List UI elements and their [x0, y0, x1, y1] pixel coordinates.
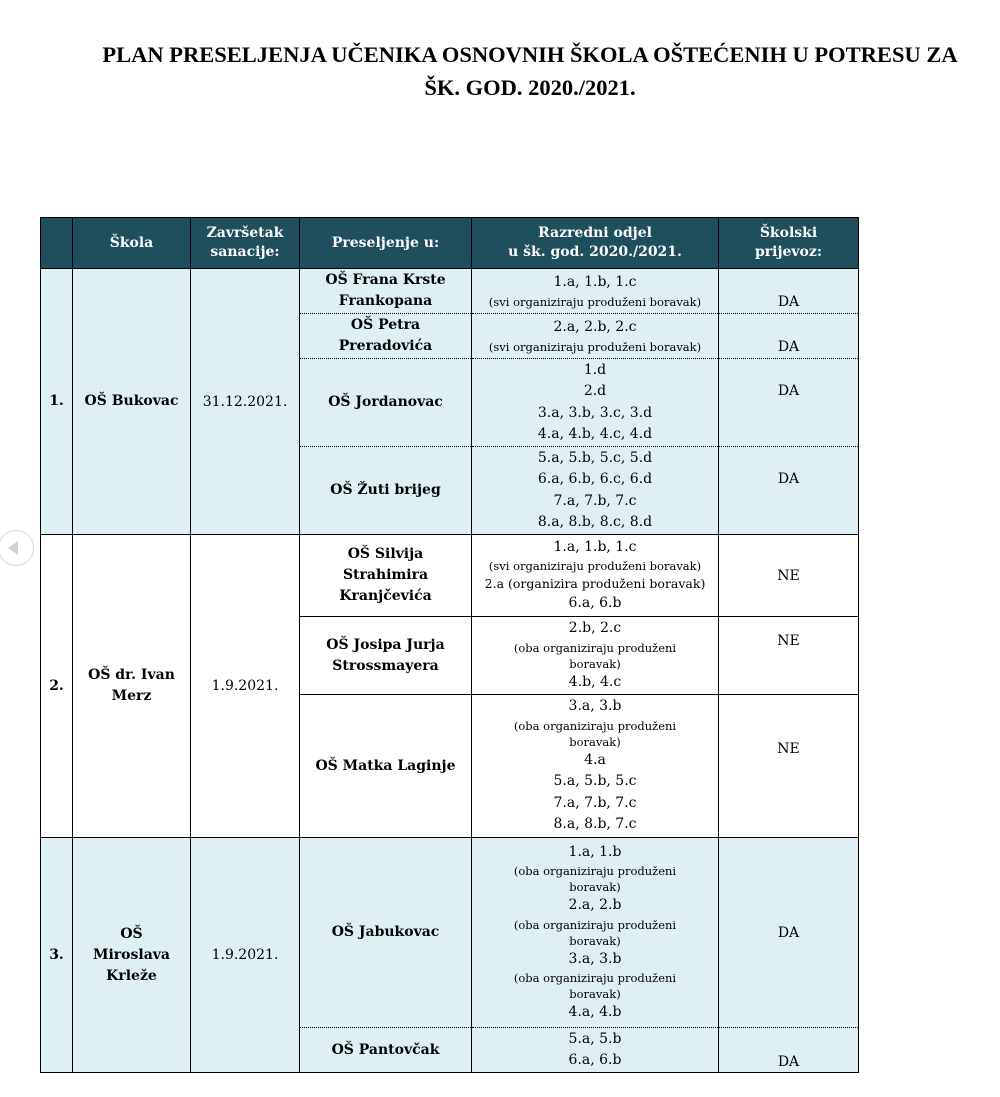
group-end-date: 1.9.2021. [191, 838, 300, 1073]
relocation-table [40, 217, 859, 1073]
target-school: OŠ Jordanovac [300, 359, 472, 447]
class-list: 5.a, 5.b, 5.c, 5.d 6.a, 6.b, 6.c, 6.d 7.a, 7.b, 7.c 8.a, 8.b, 8.c, 8.d [472, 447, 719, 535]
transport-value: NE [719, 695, 859, 838]
class-list: 2.b, 2.c (oba organiziraju produženi boravak) 4.b, 4.c [472, 617, 719, 695]
target-school: OŠ Silvija Strahimira Kranjčevića [300, 535, 472, 617]
class-list: 1.d 2.d 3.a, 3.b, 3.c, 3.d 4.a, 4.b, 4.c, 4.d [472, 359, 719, 447]
transport-value: DA [719, 447, 859, 535]
header-transport: Školski prijevoz: [719, 218, 859, 269]
group-end-date: 31.12.2021. [191, 269, 300, 535]
table-row [41, 838, 859, 1028]
class-list: 2.a, 2.b, 2.c (svi organiziraju produženi boravak) [472, 314, 719, 359]
document-title [90, 38, 970, 104]
title-line-1: PLAN PRESELJENJA UČENIKA OSNOVNIH ŠKOLA OŠTEĆENIH U POTRESU ZA [102, 42, 958, 67]
target-school: OŠ Žuti brijeg [300, 447, 472, 535]
previous-page-button[interactable] [0, 530, 34, 566]
class-list: 3.a, 3.b (oba organiziraju produženi boravak) 4.a 5.a, 5.b, 5.c 7.a, 7.b, 7.c 8.a, 8.b, 7.c [472, 695, 719, 838]
header-number [41, 218, 73, 269]
class-list: 1.a, 1.b (oba organiziraju produženi boravak) 2.a, 2.b (oba organiziraju produženi boravak) 3.a, 3.b (oba organiziraju produženi boravak) 4.a, 4.b [472, 838, 719, 1028]
target-school: OŠ Matka Laginje [300, 695, 472, 838]
header-end-date: Završetak sanacije: [191, 218, 300, 269]
table-row [41, 269, 859, 314]
title-line-2: ŠK. GOD. 2020./2021. [424, 75, 636, 100]
group-end-date: 1.9.2021. [191, 535, 300, 838]
target-school: OŠ Frana Krste Frankopana [300, 269, 472, 314]
group-school: OŠ Miroslava Krleže [73, 838, 191, 1073]
table-row [41, 535, 859, 617]
class-list: 1.a, 1.b, 1.c (svi organiziraju produženi boravak) [472, 269, 719, 314]
target-school: OŠ Petra Preradovića [300, 314, 472, 359]
group-number: 3. [41, 838, 73, 1073]
target-school: OŠ Josipa Jurja Strossmayera [300, 617, 472, 695]
header-relocation: Preseljenje u: [300, 218, 472, 269]
header-school: Škola [73, 218, 191, 269]
transport-value: DA [719, 838, 859, 1028]
class-list: 5.a, 5.b 6.a, 6.b [472, 1028, 719, 1073]
target-school: OŠ Pantovčak [300, 1028, 472, 1073]
transport-value: DA [719, 359, 859, 447]
transport-value: DA [719, 1028, 859, 1073]
header-classes: Razredni odjel u šk. god. 2020./2021. [472, 218, 719, 269]
transport-value: DA [719, 269, 859, 314]
group-school: OŠ dr. Ivan Merz [73, 535, 191, 838]
group-number: 1. [41, 269, 73, 535]
class-list: 1.a, 1.b, 1.c (svi organiziraju produženi boravak) 2.a (organizira produženi boravak) 6.a, 6.b [472, 535, 719, 617]
group-school: OŠ Bukovac [73, 269, 191, 535]
transport-value: DA [719, 314, 859, 359]
transport-value: NE [719, 535, 859, 617]
transport-value: NE [719, 617, 859, 695]
table-header-row [41, 218, 859, 269]
target-school: OŠ Jabukovac [300, 838, 472, 1028]
group-number: 2. [41, 535, 73, 838]
chevron-left-icon [6, 540, 20, 556]
